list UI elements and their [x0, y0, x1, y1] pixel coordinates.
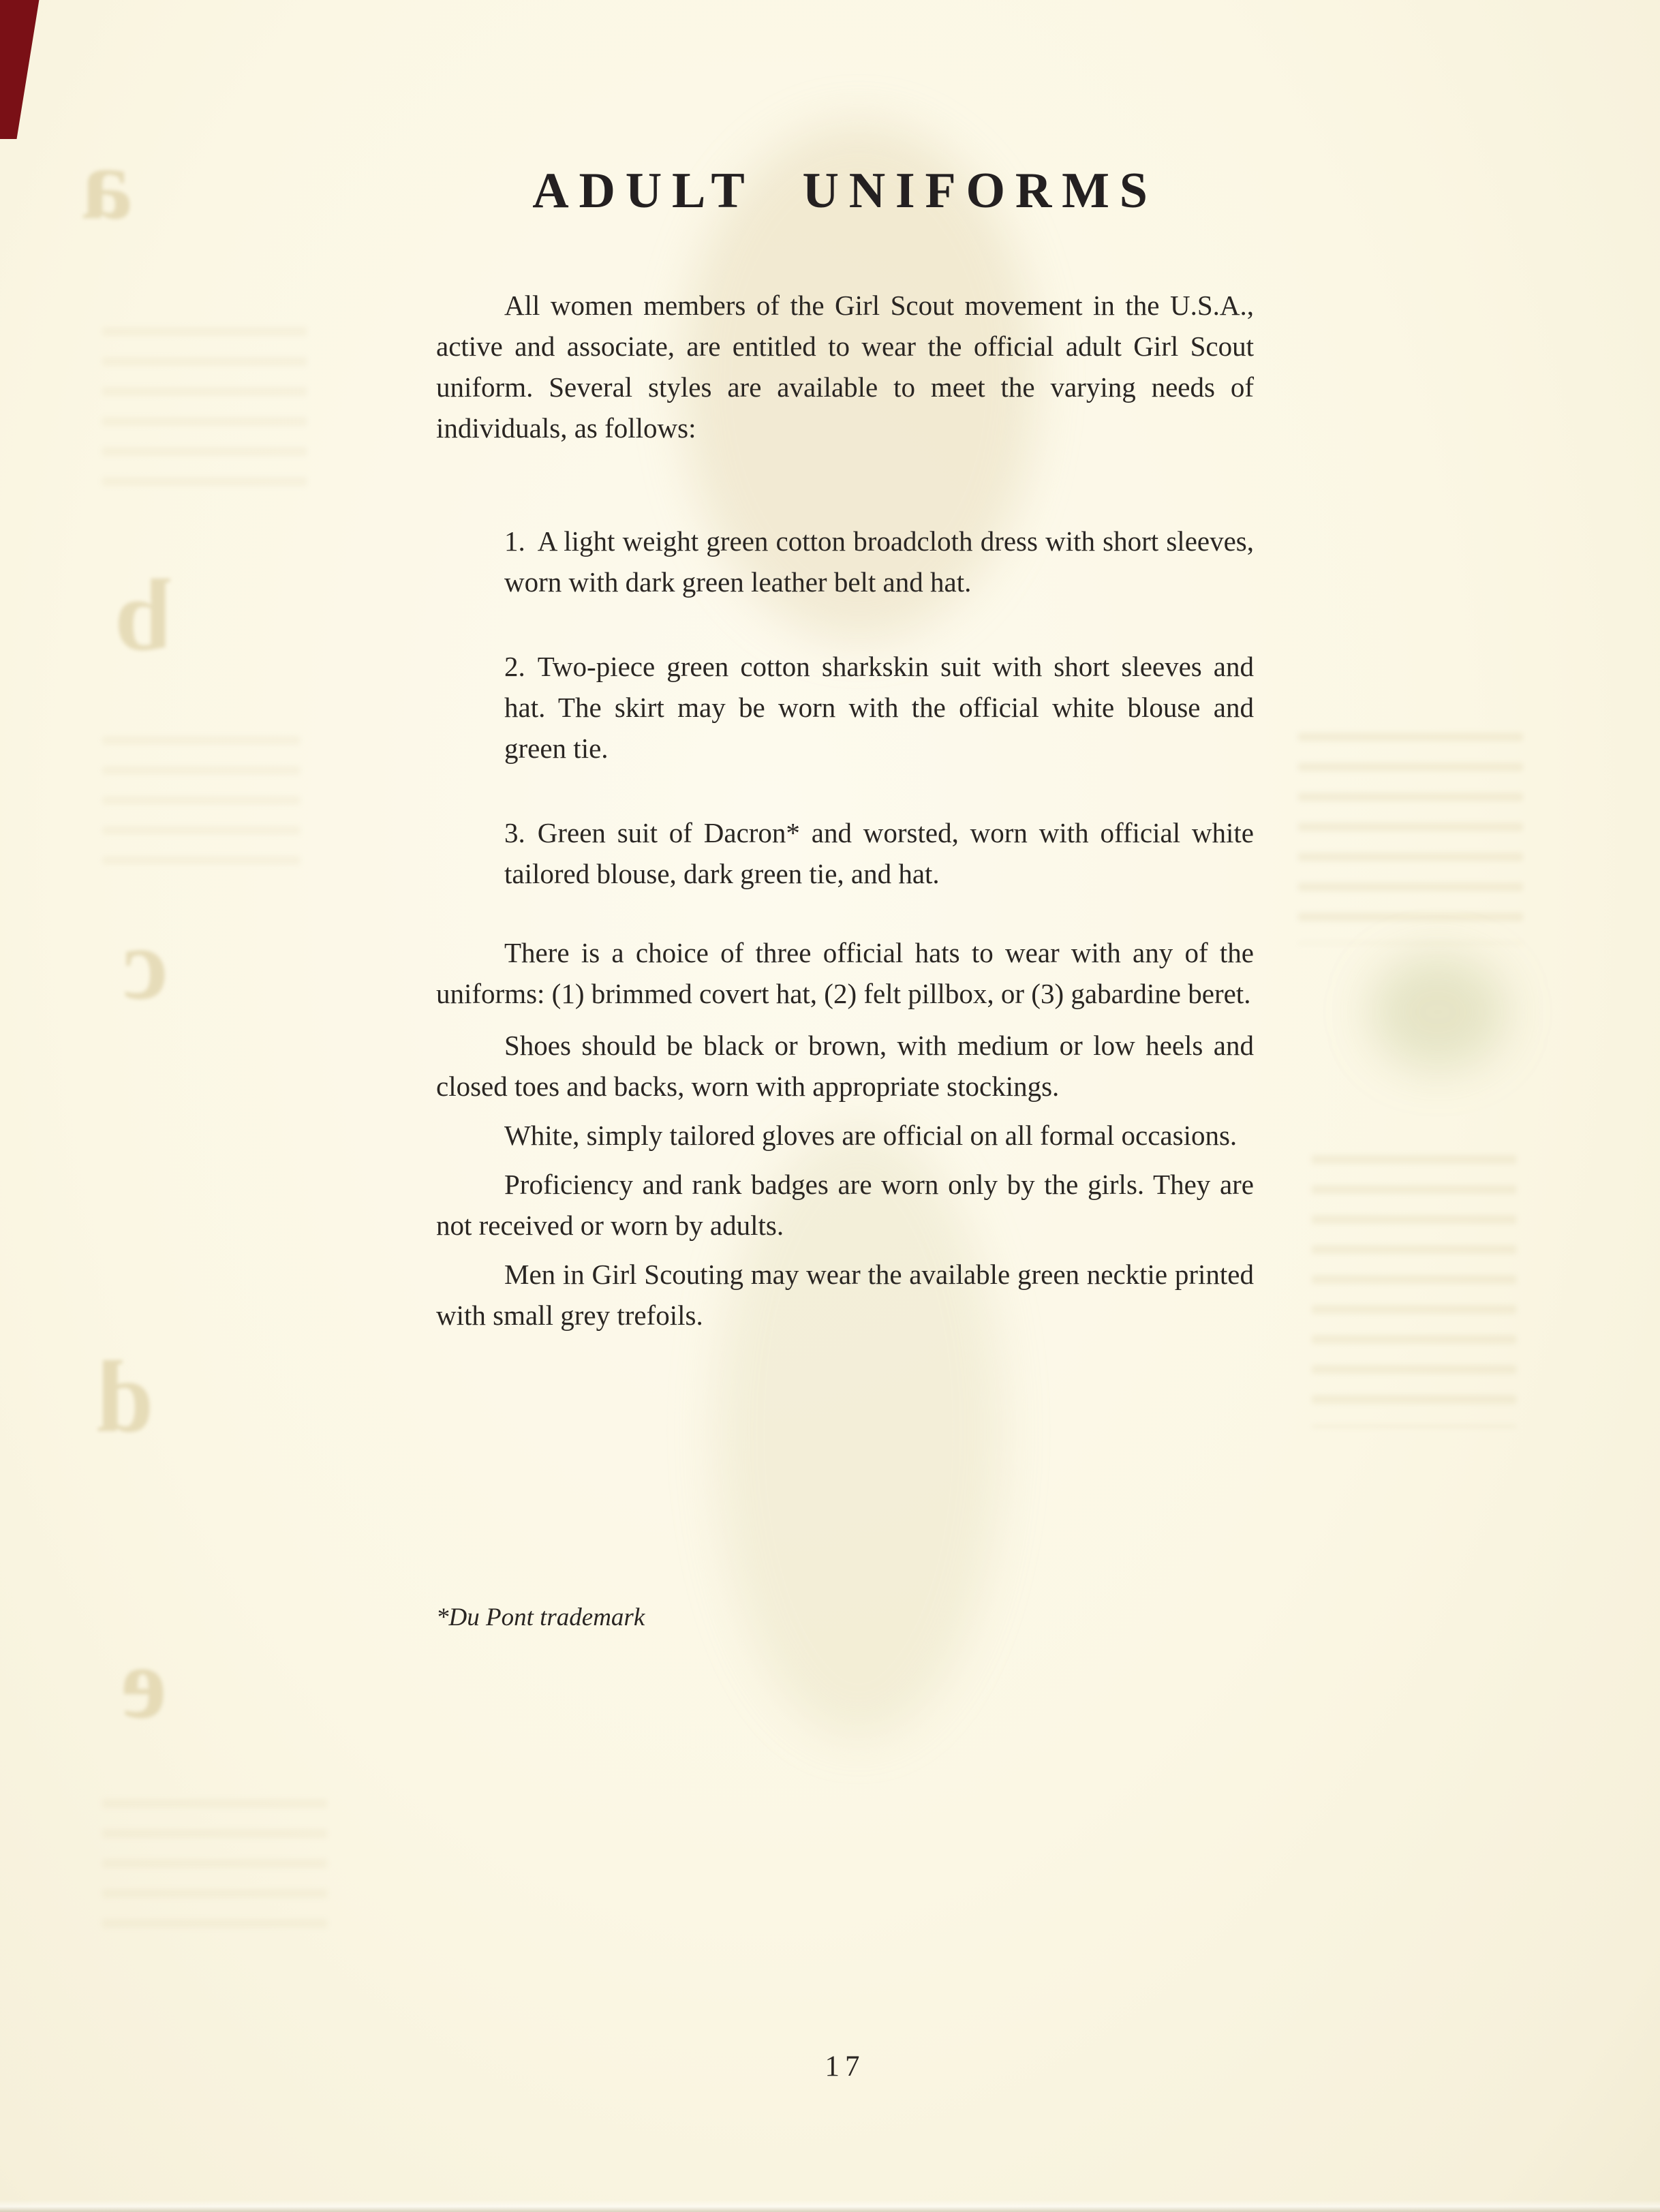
bleed-through-text-block: [102, 1799, 327, 1935]
bleed-through-text-block: [1298, 733, 1523, 944]
scan-bottom-edge: [0, 2200, 1660, 2212]
intro-paragraph: All women members of the Girl Scout movement in the U.S.A., active and associate, are entitled to wear the official adult Girl Scout uniform. Several styles are available to meet the varying needs of individuals, as follows:: [436, 290, 1254, 444]
bleed-through-text-block: [1312, 1155, 1516, 1428]
bleed-through-letter: e: [121, 1627, 167, 1740]
text-column: [436, 285, 1254, 1336]
paragraph-badges: Proficiency and rank badges are worn only by the girls. They are not received or worn by adults.: [436, 1169, 1254, 1241]
page-title: ADULT UNIFORMS: [532, 163, 1158, 219]
paragraph-men: Men in Girl Scouting may wear the available green necktie printed with small grey trefoils.: [436, 1259, 1254, 1331]
list-item-number: 3.: [504, 817, 525, 848]
list-item-text: Two-piece green cotton sharkskin suit with short sleeves and hat. The skirt may be worn with the official white blouse and green tie.: [504, 651, 1254, 764]
bleed-through-letter: c: [123, 908, 168, 1021]
bleed-through-letter: d: [97, 1340, 154, 1454]
scan-corner-mark: [0, 0, 41, 139]
bleed-through-letter: b: [114, 559, 172, 672]
footnote: *Du Pont trademark: [436, 1603, 645, 1631]
bleed-through-letter: a: [82, 127, 133, 241]
paragraph-shoes: Shoes should be black or brown, with medium or low heels and closed toes and backs, worn with appropriate stockings.: [436, 1030, 1254, 1102]
bleed-through-figure: [1370, 954, 1506, 1070]
list-item-number: 2.: [504, 651, 525, 682]
paragraph-gloves: White, simply tailored gloves are official on all formal occasions.: [504, 1120, 1238, 1151]
bleed-through-text-block: [102, 736, 300, 886]
list-item-2: [504, 646, 1254, 769]
list-item-3: [504, 812, 1254, 894]
list-item-1: [504, 521, 1254, 602]
list-item-text: Green suit of Dacron* and worsted, worn with official white tailored blouse, dark green tie, and hat.: [504, 817, 1254, 889]
bleed-through-text-block: [102, 327, 307, 504]
page-number: 17: [825, 2050, 865, 2083]
list-item-text: A light weight green cotton broadcloth dress with short sleeves, worn with dark green leather belt and hat.: [504, 525, 1254, 598]
list-item-number: 1.: [504, 525, 525, 557]
paragraph-hats: There is a choice of three official hats to wear with any of the uniforms: (1) brimmed covert hat, (2) felt pillbox, or (3) gabardine beret.: [436, 937, 1254, 1009]
